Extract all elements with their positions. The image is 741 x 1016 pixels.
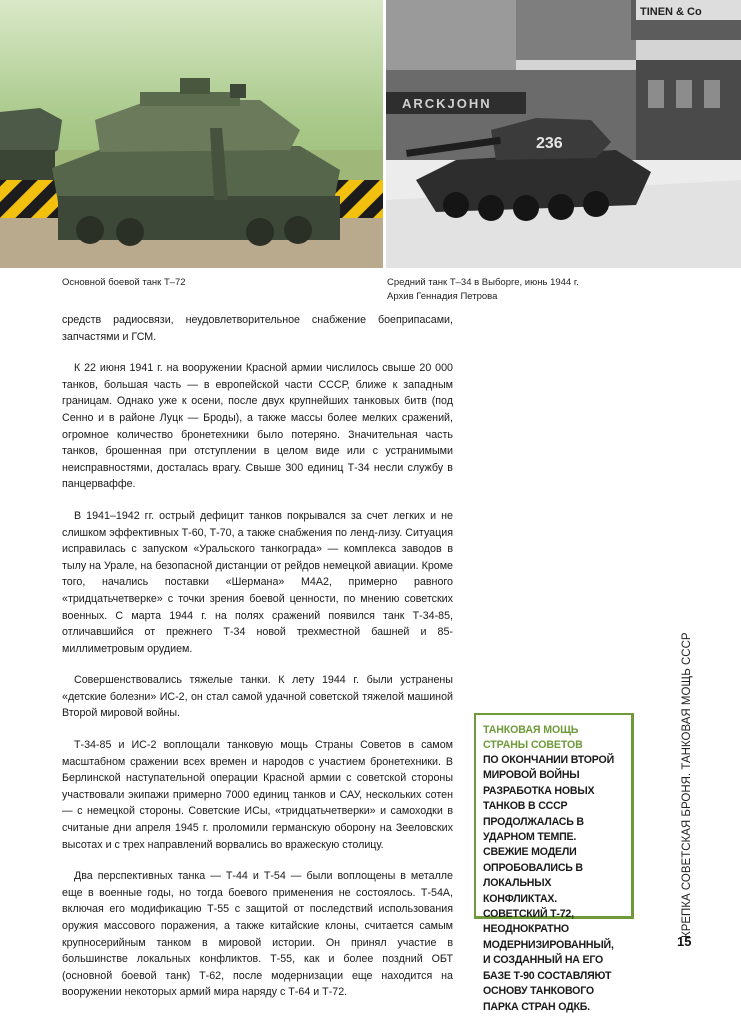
article-body <box>62 312 453 1016</box>
paragraph: Два перспективных танка — Т-44 и Т-54 — были воплощены в металле еще в военные годы, но тогда боевого применения не состоялось. Т-54А, включая его модификацию Т-55 с защитой от последствий использования оружия массового поражения, а также китайские клоны, считается самым крупносерийным танком в мировой истории. Он принял участие в большинстве локальных конфликтов. Т-55, как и более поздний ОБТ (основной боевой танк) Т-62, после модернизации еще находится на вооружении некоторых армий мира наряду с Т-64 и Т-72. <box>62 870 453 999</box>
paragraph: К 22 июня 1941 г. на вооружении Красной армии числилось свыше 20 000 танков, большая часть — в европейской части СССР, ближе к западным границам. Однако уже к осени, после двух крупнейших танковых битв (под Сенно и в районе Луцк — Броды), а также массы более мелких сражений, огромное количество бронетехники было потеряно. Значительная часть танков, брошенная при отступлении в целом виде или с устранимыми неисправностями, досталась врагу. Свыше 300 единиц Т-34 несли службу в панцерваффе. <box>62 362 453 491</box>
photo-caption-right <box>387 276 579 304</box>
tank-t72-photo <box>0 0 383 268</box>
photo-caption-left <box>62 276 186 290</box>
paragraph: средств радиосвязи, неудовлетворительное снабжение боеприпасами, запчастями и ГСМ. <box>62 314 453 343</box>
paragraph: Т-34-85 и ИС-2 воплощали танковую мощь Страны Советов в самом масштабном сражении всех времен и народов с участием бронетехники. В Берлинской наступательной операции Красной армии с советской стороны участвовали экипажи примерно 7000 единиц танков и САУ, нескольких сотен — с немецкой стороны. Советские ИСы, «тридцатьчетверки» и самоходки в считаные дни апреля 1945 г. проломили германскую оборону на Зееловских высотах и с трех направлений ворвались во вражескую столицу. <box>62 739 453 851</box>
running-head: КРЕПКА СОВЕТСКАЯ БРОНЯ. ТАНКОВАЯ МОЩЬ СССР <box>681 632 693 938</box>
turret-number: 236 <box>536 135 563 152</box>
page-number: 15 <box>677 934 692 949</box>
tank-photo-bw-icon <box>386 0 741 268</box>
top-sign-text: TINEN & Co <box>640 6 702 18</box>
tank-photo-color-icon <box>0 0 383 268</box>
sidebar-body: ПО ОКОНЧАНИИ ВТОРОЙ МИРОВОЙ ВОЙНЫ РАЗРАБОТКА НОВЫХ ТАНКОВ В СССР ПРОДОЛЖАЛАСЬ В УДАРНОМ ТЕМПЕ. СВЕЖИЕ МОДЕЛИ ОПРОБОВАЛИСЬ В ЛОКАЛЬНЫХ КОНФЛИКТАХ. СОВЕТСКИЙ Т-72, НЕОДНОКРАТНО МОДЕРНИЗИРОВАННЫЙ, И СОЗДАННЫЙ НА ЕГО БАЗЕ Т-90 СОСТАВЛЯЮТ ОСНОВУ ТАНКОВОГО ПАРКА СТРАН ОДКБ. <box>483 754 614 1013</box>
shop-sign-text: ARCKJOHN <box>402 96 492 111</box>
sidebar-box <box>474 713 634 1013</box>
caption-credit: Архив Геннадия Петрова <box>387 291 498 302</box>
sidebar-title-line2: СТРАНЫ СОВЕТОВ <box>483 739 583 751</box>
sidebar-title-line1: ТАНКОВАЯ МОЩЬ <box>483 724 579 736</box>
caption-text: Средний танк Т–34 в Выборге, июнь 1944 г. <box>387 277 579 288</box>
tank-t34-photo <box>386 0 741 268</box>
paragraph: Совершенствовались тяжелые танки. К лету 1944 г. были устранены «детские болезни» ИС-2, он стал самой удачной советской тяжелой машиной Второй мировой войны. <box>62 674 453 720</box>
caption-text: Основной боевой танк Т–72 <box>62 277 186 288</box>
paragraph: В 1941–1942 гг. острый дефицит танков покрывался за счет легких и не слишком эффективных Т-60, Т-70, а также снабжения по ленд-лизу. Ситуация исправилась с запуском «Уральского танкограда» — комплекса заводов в тылу на Урале, на безопасной дистанции от рейдов немецкой авиации. Кроме того, начались поставки «Шермана» М4А2, примерно равного «тридцатьчетверке» с точки зрения боевой ценности, по мнению советских военных. С марта 1944 г. на полях сражений появился танк Т-34-85, отличавшийся от прежнего Т-34 новой трехместной башней и 85-миллиметровым орудием. <box>62 509 453 655</box>
